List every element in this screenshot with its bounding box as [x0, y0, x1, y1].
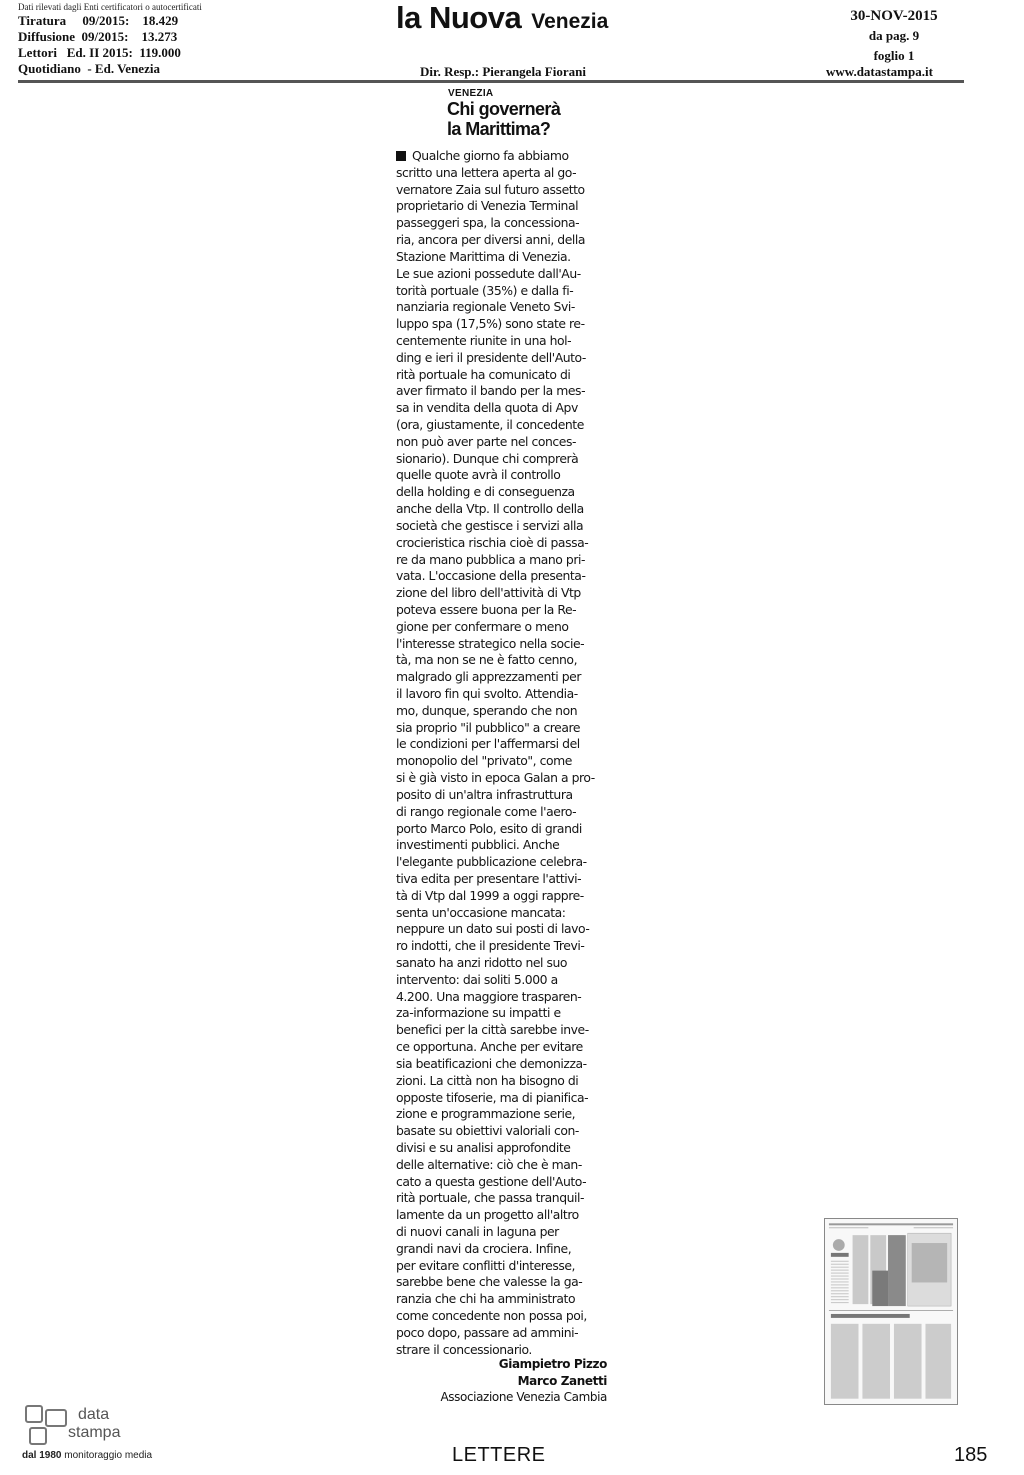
- header-stats: [18, 2, 318, 77]
- body-line: (ora, giustamente, il concedente: [396, 417, 584, 432]
- body-line: divisi e su analisi approfondite: [396, 1139, 571, 1155]
- body-line: vernatore Zaia sul futuro assetto: [396, 181, 585, 197]
- body-line: luppo spa (17,5%) sono state re-: [396, 316, 585, 332]
- author-name: Giampietro Pizzo: [498, 1357, 607, 1371]
- body-line: poco dopo, passare ad ammini-: [396, 1324, 579, 1340]
- author-name: Marco Zanetti: [517, 1373, 607, 1388]
- body-line: zioni. La città non ha bisogno di: [396, 1072, 579, 1088]
- logo-word-stampa: stampa: [68, 1424, 121, 1441]
- body-line: torità portuale (35%) e dalla fi-: [396, 282, 574, 298]
- body-line: quelle quote avrà il controllo: [396, 467, 561, 483]
- body-line: mo, dunque, sperando che non: [396, 702, 578, 718]
- body-line: anche della Vtp. Il controllo della: [396, 501, 584, 517]
- body-line: poteva essere buona per la Re-: [396, 601, 577, 617]
- body-line: rità portuale ha comunicato di: [396, 366, 571, 382]
- body-line: centemente riunite in una hol-: [396, 332, 572, 348]
- publication-date: 30-NOV-2015: [850, 8, 938, 24]
- body-line: di nuovi canali in laguna per: [396, 1224, 559, 1239]
- section-label: LETTERE: [452, 1444, 546, 1466]
- logo-tagline: [22, 1450, 152, 1461]
- body-line: l'elegante pubblicazione celebra-: [396, 854, 587, 870]
- body-line: il lavoro fin qui svolto. Attendia-: [396, 686, 578, 701]
- stat-edition: Quotidiano - Ed. Venezia: [18, 61, 160, 76]
- stat-readers: Lettori Ed. II 2015: 119.000: [18, 45, 181, 60]
- body-line: ro indotti, che il presidente Trevi-: [396, 938, 585, 954]
- stat-distribution: Diffusione 09/2015: 13.273: [18, 29, 178, 44]
- body-line: nanziaria regionale Veneto Svi-: [396, 299, 575, 315]
- page-number: 185: [954, 1444, 988, 1466]
- body-line: strare il concessionario.: [396, 1341, 532, 1357]
- body-line: passeggeri spa, la concessiona-: [396, 215, 580, 231]
- body-line: benefici per la città sarebbe inve-: [396, 1022, 589, 1038]
- source-url: www.datastampa.it: [826, 64, 933, 79]
- newspaper-masthead: [396, 0, 608, 40]
- body-line: si è già visto in epoca Galan a pro-: [396, 770, 595, 786]
- director-line: Dir. Resp.: Pierangela Fiorani: [420, 64, 586, 79]
- body-line: za-informazione su impatti e: [396, 1005, 561, 1021]
- body-line: società che gestisce i servizi alla: [396, 517, 584, 533]
- header-divider: [18, 80, 964, 83]
- sheet-number: foglio 1: [873, 48, 915, 63]
- datastampa-logo: [22, 1404, 182, 1470]
- body-line: rità portuale, che passa tranquil-: [396, 1190, 585, 1206]
- body-line: crocieristica rischia cioè di passa-: [396, 534, 589, 550]
- body-line: [396, 148, 610, 165]
- body-line: posito di un'altra infrastruttura: [396, 786, 573, 802]
- from-page: da pag. 9: [868, 28, 920, 43]
- body-line: monopolio del "privato", come: [396, 753, 572, 769]
- body-line: ria, ancora per diversi anni, della: [396, 232, 586, 248]
- body-line: sionario). Dunque chi comprerà: [396, 450, 579, 466]
- body-line: senta un'occasione mancata:: [396, 904, 566, 920]
- body-line: porto Marco Polo, esito di grandi: [396, 820, 582, 836]
- body-line: ranzia che chi ha amministrato: [396, 1291, 576, 1307]
- body-line: non può aver parte nel conces-: [396, 433, 576, 449]
- header-date-block: [824, 6, 964, 66]
- square-bullet-icon: [396, 151, 406, 161]
- masthead-edition: Venezia: [531, 10, 609, 33]
- article-kicker: VENEZIA: [448, 88, 494, 99]
- body-line: re da mano pubblica a mano pri-: [396, 551, 585, 567]
- body-line: sanato ha anzi ridotto nel suo: [396, 955, 568, 970]
- body-line: Le sue azioni possedute dall'Au-: [396, 265, 581, 281]
- body-line: vata. L'occasione della presenta-: [396, 568, 586, 584]
- body-line: le condizioni per l'affermarsi del: [396, 736, 580, 752]
- logo-squares-icon: [22, 1404, 70, 1450]
- body-line: sa in vendita della quota di Apv: [396, 400, 578, 416]
- stat-circulation: Tiratura 09/2015: 18.429: [18, 13, 179, 28]
- body-line: Stazione Marittima di Venezia.: [396, 248, 571, 264]
- body-line-text: Qualche giorno fa abbiamo: [412, 148, 569, 163]
- body-line: gione per confermare o meno: [396, 618, 569, 634]
- author-association: Associazione Venezia Cambia: [440, 1390, 607, 1404]
- body-line: sia beatificazioni che demonizza-: [396, 1055, 587, 1071]
- body-line: tà di Vtp dal 1999 a oggi rappre-: [396, 887, 584, 903]
- body-line: l'interesse strategico nella socie-: [396, 635, 585, 651]
- masthead-title: la Nuova: [396, 0, 522, 35]
- page-thumbnail: [824, 1218, 958, 1405]
- body-line: ce opportuna. Anche per evitare: [396, 1039, 583, 1055]
- body-line: tà, ma non se ne è fatto cenno,: [396, 652, 578, 668]
- body-line: malgrado gli apprezzamenti per: [396, 669, 581, 685]
- article-headline: [447, 99, 607, 139]
- logo-tagline-text: monitoraggio media: [61, 1450, 153, 1461]
- article-body: [396, 148, 610, 1359]
- body-line: cato a questa gestione dell'Auto-: [396, 1173, 587, 1189]
- logo-tagline-year: dal 1980: [22, 1450, 62, 1461]
- body-line: come concedente non possa poi,: [396, 1308, 587, 1324]
- body-line: zione del libro dell'attività di Vtp: [396, 585, 581, 601]
- body-line: opposte tifoserie, ma di pianifica-: [396, 1089, 589, 1105]
- body-line: intervento: dai soliti 5.000 a: [396, 971, 558, 987]
- body-line: 4.200. Una maggiore trasparen-: [396, 988, 582, 1004]
- body-line: sarebbe bene che valesse la ga-: [396, 1274, 583, 1290]
- certification-note: Dati rilevati dagli Enti certificatori o autocertificati: [18, 2, 202, 12]
- headline-line: Chi governerà: [447, 99, 561, 119]
- body-line: investimenti pubblici. Anche: [396, 837, 560, 853]
- body-line: di rango regionale come l'aero-: [396, 803, 577, 819]
- headline-line: la Marittima?: [447, 119, 551, 139]
- body-line: scritto una lettera aperta al go-: [396, 164, 577, 180]
- body-line: della holding e di conseguenza: [396, 484, 575, 500]
- body-line: neppure un dato sui posti di lavo-: [396, 921, 590, 937]
- body-line: sia proprio "il pubblico" a creare: [396, 719, 581, 735]
- body-line: per evitare conflitti d'interesse,: [396, 1257, 576, 1273]
- body-line: tiva edita per presentare l'attivi-: [396, 870, 582, 886]
- body-line: proprietario di Venezia Terminal: [396, 198, 579, 214]
- logo-word-data: data: [78, 1406, 110, 1423]
- article-authors: [440, 1356, 607, 1389]
- body-line: grandi navi da crociera. Infine,: [396, 1240, 572, 1256]
- body-line: basate su obiettivi valoriali con-: [396, 1123, 579, 1139]
- body-line: aver firmato il bando per la mes-: [396, 383, 586, 399]
- body-line: lamente da un progetto all'altro: [396, 1207, 579, 1223]
- body-line: ding e ieri il presidente dell'Auto-: [396, 349, 586, 365]
- body-line: zione e programmazione serie,: [396, 1106, 576, 1122]
- body-line: delle alternative: ciò che è man-: [396, 1156, 582, 1172]
